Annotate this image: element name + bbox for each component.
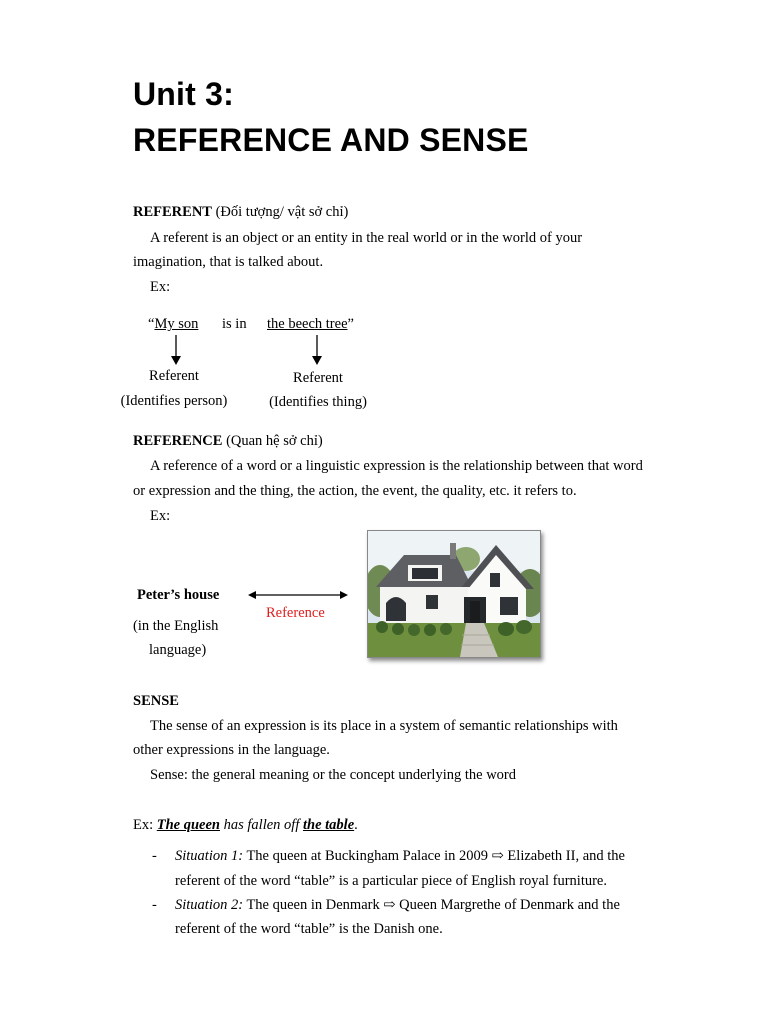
- referent-definition-line2: imagination, that is talked about.: [133, 254, 324, 270]
- example-verb: is in: [222, 316, 247, 332]
- sense-example: [133, 817, 358, 834]
- reference-term-note-line2: language): [149, 642, 207, 658]
- referent-heading: REFERENT: [133, 204, 212, 220]
- reference-definition-line2: or expression and the thing, the action, the event, the quality, etc. it refers to.: [133, 483, 577, 499]
- reference-term-note-line1: (in the English: [133, 618, 219, 634]
- referent-example-subject-wrap: [148, 316, 198, 333]
- situation-1-line2: referent of the word “table” is a particular piece of English royal furniture.: [175, 873, 607, 889]
- situation-2-label: Situation 2:: [175, 897, 244, 913]
- example-subject: My son: [154, 316, 199, 332]
- left-referent-label: Referent: [149, 368, 199, 384]
- situation-2-line2: referent of the word “table” is the Danish one.: [175, 921, 443, 937]
- referent-heading-line: [133, 204, 348, 221]
- reference-heading-line: [133, 433, 323, 450]
- reference-term: Peter’s house: [137, 587, 220, 603]
- situation-2-text1: The queen in Denmark ⇨ Queen Margrethe of Denmark and the: [243, 897, 620, 913]
- down-arrow-icon: [168, 334, 184, 366]
- example-the-queen: The queen: [156, 817, 220, 833]
- reference-heading: REFERENCE: [133, 433, 223, 449]
- sense-definition-line2: other expressions in the language.: [133, 742, 330, 758]
- unit-subtitle: REFERENCE AND SENSE: [133, 122, 529, 158]
- referent-ex-label: Ex:: [150, 279, 171, 295]
- sense-ex-label: Ex:: [133, 817, 157, 833]
- situation-1-text1: The queen at Buckingham Palace in 2009 ⇨ Elizabeth II, and the: [243, 848, 625, 864]
- example-end: .: [354, 817, 358, 833]
- situation-1-dash: -: [152, 848, 157, 864]
- sense-general-definition: Sense: the general meaning or the concept underlying the word: [150, 767, 517, 783]
- situation-1-line1: [175, 848, 625, 865]
- right-referent-label: Referent: [293, 370, 343, 386]
- left-referent-sub: (Identifies person): [120, 393, 228, 409]
- right-referent-sub: (Identifies thing): [269, 394, 367, 410]
- close-quote: ”: [347, 316, 354, 332]
- situation-1-label: Situation 1:: [175, 848, 244, 864]
- house-illustration: [368, 531, 540, 657]
- example-object: the beech tree: [267, 316, 348, 332]
- sense-heading: SENSE: [133, 693, 179, 709]
- referent-example-object-wrap: [267, 316, 354, 333]
- example-the-table: the table: [302, 817, 355, 833]
- unit-title: Unit 3:: [133, 76, 234, 112]
- reference-definition-line1: A reference of a word or a linguistic expression is the relationship between that word: [150, 458, 643, 474]
- referent-heading-gloss: (Đối tượng/ vật sở chỉ): [211, 204, 349, 220]
- open-quote: “: [148, 316, 155, 332]
- sense-definition-line1: The sense of an expression is its place in a system of semantic relationships with: [150, 718, 618, 734]
- example-middle: has fallen off: [220, 817, 303, 833]
- house-photo: [367, 530, 541, 658]
- double-arrow-icon: [247, 588, 349, 602]
- situation-2-dash: -: [152, 897, 157, 913]
- reference-heading-gloss: (Quan hệ sở chỉ): [222, 433, 323, 449]
- reference-arrow-label: Reference: [266, 605, 325, 621]
- reference-ex-label: Ex:: [150, 508, 171, 524]
- down-arrow-icon: [309, 334, 325, 366]
- situation-2-line1: [175, 897, 620, 914]
- referent-definition-line1: A referent is an object or an entity in the real world or in the world of your: [150, 230, 583, 246]
